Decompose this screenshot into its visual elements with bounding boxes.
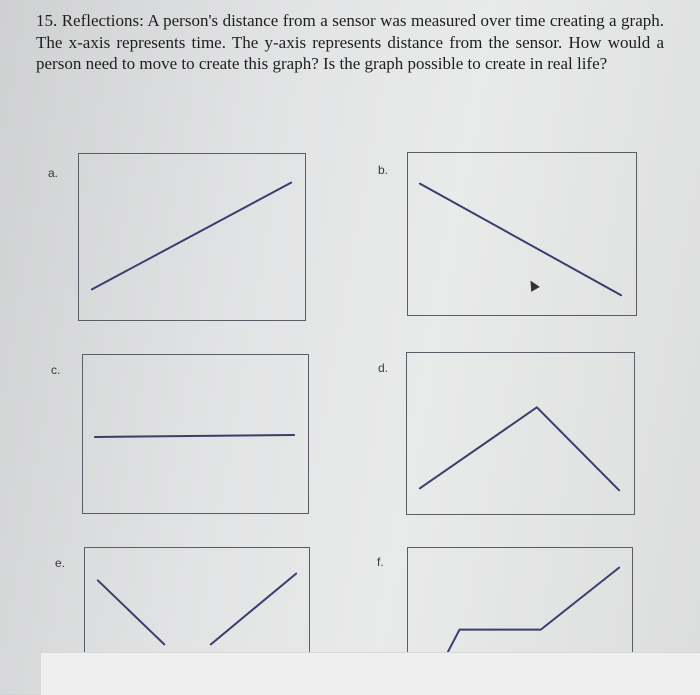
graph-c-label: c. <box>51 363 61 377</box>
question-text: 15. Reflections: A person's distance from a sensor was measured over time creating a graph. The x-axis represents time. The y-axis represents distance from the sensor. How would a person need to move to create this graph? Is the graph possible to create in real life? <box>36 11 664 73</box>
graph-a <box>78 153 306 321</box>
graph-f-line <box>446 568 619 657</box>
graph-e-line <box>98 580 164 644</box>
graph-e <box>84 547 310 667</box>
graph-a-label: a. <box>48 166 59 180</box>
graph-c-line <box>95 435 294 437</box>
graph-c <box>82 354 309 514</box>
graph-f <box>407 547 633 667</box>
graph-a-line <box>92 183 291 290</box>
graph-b-label: b. <box>378 163 389 177</box>
graph-b-line <box>420 184 621 296</box>
graph-e-line-2 <box>211 574 296 645</box>
answer-panel <box>40 652 700 695</box>
graph-b <box>407 152 637 316</box>
graph-d <box>406 352 635 515</box>
graph-e-label: e. <box>55 556 66 570</box>
graph-d-line <box>420 407 619 490</box>
graph-f-label: f. <box>377 555 384 569</box>
graph-d-label: d. <box>378 361 389 375</box>
